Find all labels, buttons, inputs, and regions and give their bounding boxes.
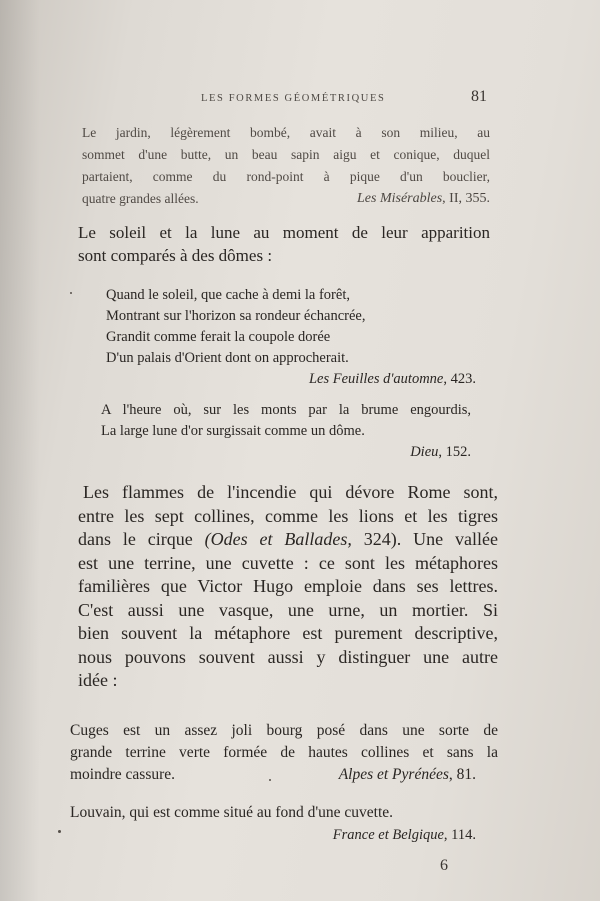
poem-feuilles-automne: [106, 285, 476, 390]
quote-line: Le jardin, légèrement bombé, avait à son milieu, au: [82, 125, 490, 140]
paragraph-line: familières que Victor Hugo emploie dans ses lettres.: [78, 576, 498, 596]
quote-line: moindre cassure.: [70, 766, 176, 783]
quote-line: Louvain, qui est comme situé au fond d'une cuvette.: [70, 804, 394, 821]
quote-line: grande terrine verte formée de hautes collines et sans la: [70, 744, 498, 761]
paragraph-line: idée :: [78, 670, 118, 690]
quote-line: quatre grandes allées.: [82, 191, 199, 206]
poem-source: [106, 369, 476, 390]
quote-source: [339, 764, 476, 786]
running-header-title: LES FORMES GÉOMÉTRIQUES: [201, 93, 386, 104]
source-title: France et Belgique: [332, 827, 444, 843]
poem-line: La large lune d'or surgissait comme un dôme.: [101, 423, 365, 439]
source-ref: , 152.: [438, 444, 471, 460]
page-number: 81: [471, 88, 487, 105]
paragraph-line: Le soleil et la lune au moment de leur apparition: [78, 223, 490, 242]
quote-line: partaient, comme du rond-point à pique d'un bouclier,: [82, 169, 490, 184]
poem-line: A l'heure où, sur les monts par la brume engourdis,: [101, 402, 471, 418]
quote-line: sommet d'une butte, un beau sapin aigu et conique, duquel: [82, 147, 490, 162]
quote-line: Cuges est un assez joli bourg posé dans une sorte de: [70, 722, 498, 739]
source-ref: , 81.: [448, 766, 476, 783]
quote-france-belgique: [70, 802, 482, 846]
quote-line-last: [70, 764, 498, 786]
text-fragment: dans le cirque: [78, 529, 205, 549]
paragraph-line: Les flammes de l'incendie qui dévore Rome sont,: [83, 482, 498, 502]
quote-line-last: [82, 188, 490, 210]
poem-source: [101, 442, 471, 463]
paragraph-line: sont comparés à des dômes :: [78, 246, 273, 265]
paper-speck: [70, 292, 72, 294]
poem-line: Montrant sur l'horizon sa rondeur échancrée,: [106, 308, 366, 324]
paragraph-line: nous pouvons souvent aussi y distinguer une autre: [78, 646, 498, 667]
paragraph-line: entre les sept collines, comme les lions et les tigres: [78, 505, 498, 526]
paper-speck: [58, 830, 61, 833]
source-title: Les Feuilles d'automne: [308, 371, 444, 387]
source-ref: , II, 355.: [442, 191, 490, 206]
quote-les-miserables: [82, 122, 490, 210]
paragraph-metaphors: [78, 481, 498, 693]
source-ref: , 114.: [443, 827, 476, 843]
paragraph-line: est une terrine, une cuvette : ce sont les métaphores: [78, 552, 498, 573]
source-title: Les Misérables: [357, 191, 443, 206]
poem-line: Grandit comme ferait la coupole dorée: [106, 329, 331, 345]
source-title: Dieu: [410, 444, 439, 460]
paragraph-line: C'est aussi une vasque, une urne, un mortier. Si: [78, 599, 498, 620]
poem-dieu: [101, 400, 471, 463]
paragraph-line: bien souvent la métaphore est purement descriptive,: [78, 623, 498, 643]
quote-source: [357, 188, 490, 210]
source-title: Alpes et Pyrénées: [338, 766, 449, 783]
text-fragment: 324). Une vallée: [351, 529, 498, 549]
signature-mark: 6: [440, 857, 448, 874]
poem-line: Quand le soleil, que cache à demi la forêt,: [106, 287, 350, 303]
quote-source: [70, 824, 482, 846]
source-ref: , 423.: [443, 371, 476, 387]
paragraph-sun-moon: [78, 221, 490, 267]
page-gutter-shadow: [0, 0, 40, 901]
poem-line: D'un palais d'Orient dont on approcherait.: [106, 350, 349, 366]
paper-speck: [269, 779, 271, 781]
work-title: (Odes et Ballades,: [204, 529, 352, 549]
paragraph-line-with-citation: [78, 528, 498, 552]
quote-alpes-pyrenees: [70, 720, 498, 786]
